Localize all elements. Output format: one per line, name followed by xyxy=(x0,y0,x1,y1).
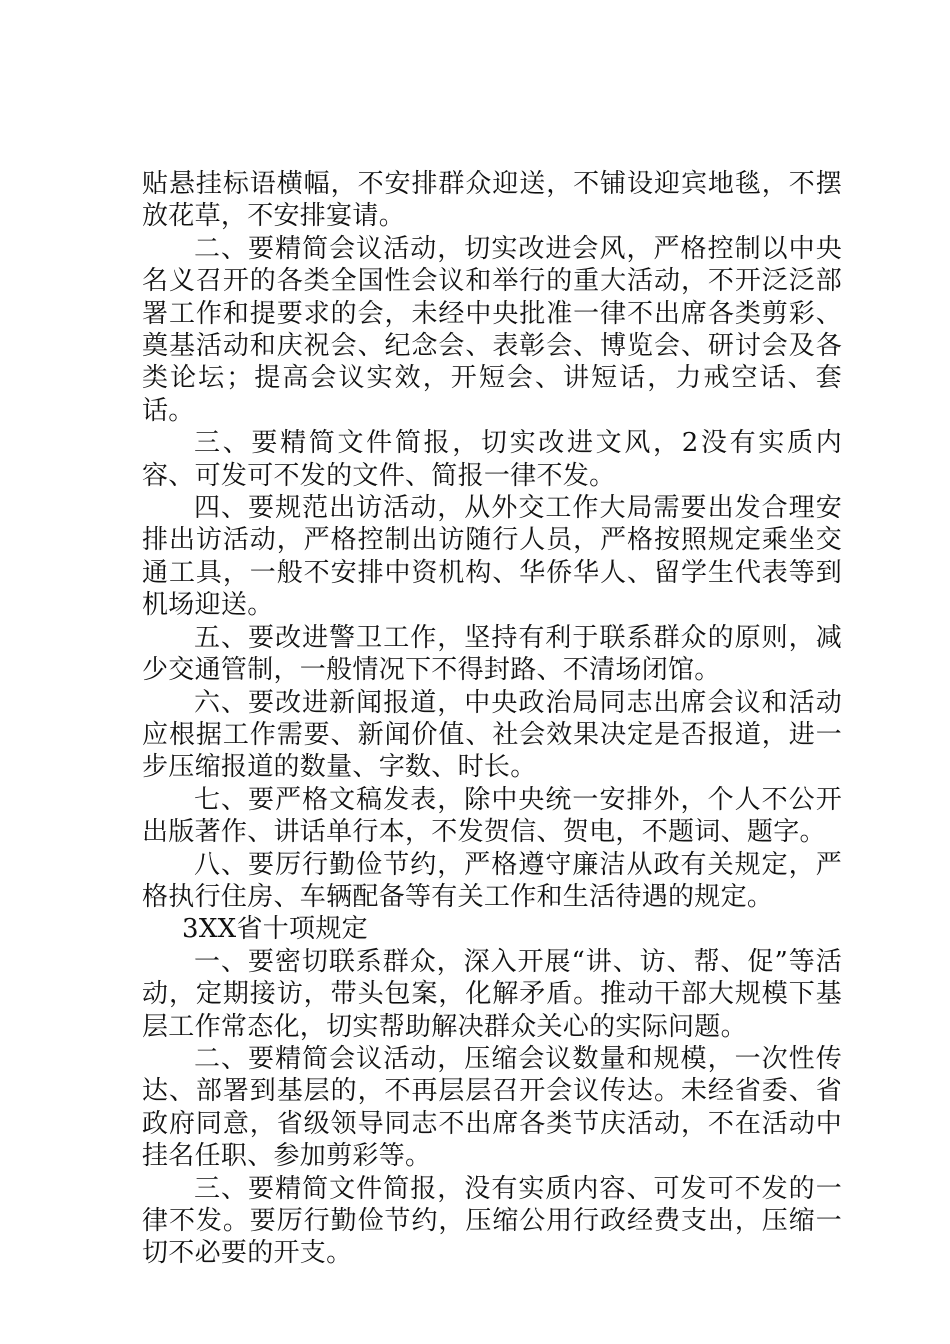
paragraph-item-2-meetings: 二、要精简会议活动，切实改进会风，严格控制以中央名义召开的各类全国性会议和举行的重大活动，不开泛泛部署工作和提要求的会，未经中央批准一律不出席各类剪彩、奠基活动和庆祝会、纪念会、表彰会、博览会、研讨会及各类论坛；提高会议实效，开短会、讲短话，力戒空话、套话。 xyxy=(142,233,842,426)
paragraph-province-item-3: 三、要精简文件简报，没有实质内容、可发可不发的一律不发。要厉行勤俭节约，压缩公用行政经费支出，压缩一切不必要的开支。 xyxy=(142,1173,842,1269)
section-heading: 3XX省十项规定 xyxy=(182,914,368,945)
paragraph-item-5-security: 五、要改进警卫工作，坚持有利于联系群众的原则，减少交通管制，一般情况下不得封路、不清场闭馆。 xyxy=(142,622,842,686)
paragraph-item-6-news: 六、要改进新闻报道，中央政治局同志出席会议和活动应根据工作需要、新闻价值、社会效果决定是否报道，进一步压缩报道的数量、字数、时长。 xyxy=(142,687,842,783)
document-body xyxy=(142,168,842,1270)
paragraph-item-8-frugality: 八、要厉行勤俭节约，严格遵守廉洁从政有关规定，严格执行住房、车辆配备等有关工作和生活待遇的规定。 xyxy=(142,849,842,912)
paragraph-province-item-1: 一、要密切联系群众，深入开展“讲、访、帮、促”等活动，定期接访，带头包案，化解矛盾。推动干部大规模下基层工作常态化，切实帮助解决群众关心的实际问题。 xyxy=(142,946,842,1042)
paragraph-province-item-2: 二、要精简会议活动，压缩会议数量和规模，一次性传达、部署到基层的，不再层层召开会议传达。未经省委、省政府同意，省级领导同志不出席各类节庆活动，不在活动中挂名任职、参加剪彩等。 xyxy=(142,1043,842,1172)
paragraph-continuation: 贴悬挂标语横幅，不安排群众迎送，不铺设迎宾地毯，不摆放花草，不安排宴请。 xyxy=(142,169,842,232)
paragraph-item-3-documents: 三、要精简文件简报，切实改进文风，2没有实质内容、可发可不发的文件、简报一律不发。 xyxy=(142,428,842,491)
paragraph-item-4-overseas-visits: 四、要规范出访活动，从外交工作大局需要出发合理安排出访活动，严格控制出访随行人员，严格按照规定乘坐交通工具，一般不安排中资机构、华侨华人、留学生代表等到机场迎送。 xyxy=(142,493,842,621)
paragraph-item-7-publications: 七、要严格文稿发表，除中央统一安排外，个人不公开出版著作、讲话单行本，不发贺信、贺电，不题词、题字。 xyxy=(142,784,842,848)
